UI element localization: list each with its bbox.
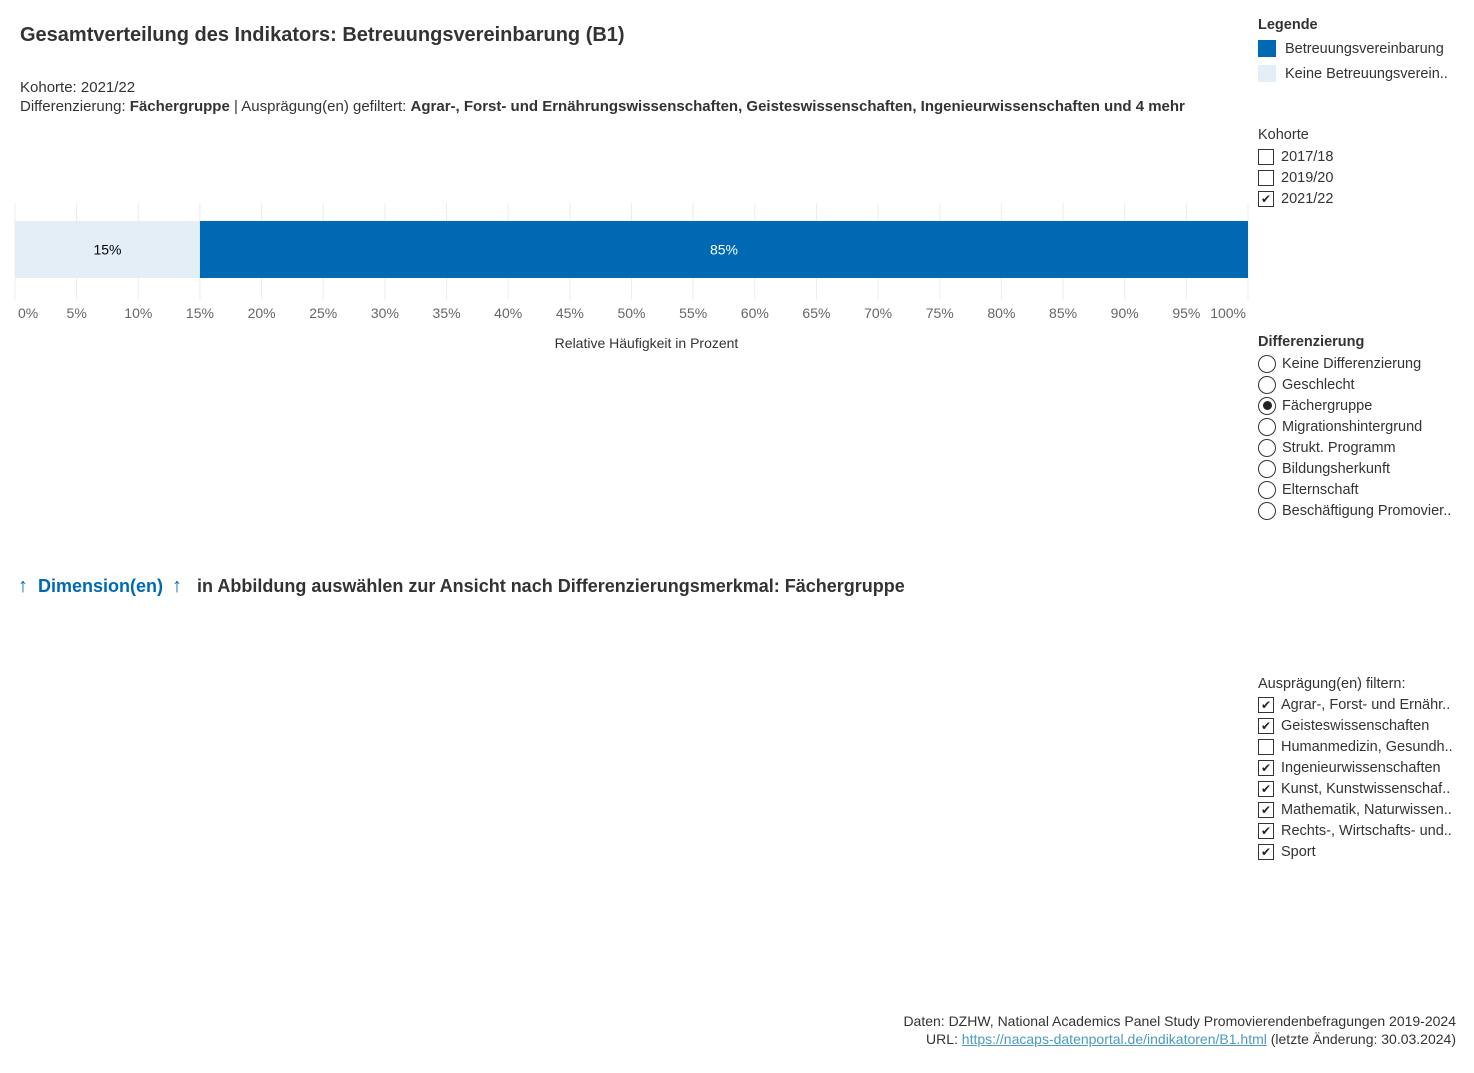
auspraegung-filter (1258, 676, 1453, 862)
chart-title: Gesamtverteilung des Indikators: Betreuungsvereinbarung (B1) (20, 24, 625, 46)
differenzierung-option-label: Elternschaft (1282, 481, 1359, 498)
differenzierung-filter (1258, 334, 1451, 521)
auspraegung-option-sport[interactable] (1258, 841, 1453, 862)
arrow-up-icon: ↑ (172, 575, 183, 597)
kohorte-line (20, 79, 135, 96)
kohorte-option-label: 2021/22 (1281, 190, 1334, 207)
source-text: Daten: DZHW, National Academics Panel Study Promovierendenbefragungen 2019-2024 (903, 1013, 1456, 1029)
legend-title: Legende (1258, 17, 1318, 33)
radio-icon[interactable] (1258, 481, 1276, 499)
auspraegung-option-humanmedizin-gesundh[interactable] (1258, 736, 1453, 757)
diff-separator: | (234, 98, 238, 115)
differenzierung-option-label: Beschäftigung Promovier.. (1282, 502, 1452, 519)
kohorte-option-label: 2019/20 (1281, 169, 1334, 186)
legend-label: Betreuungsvereinbarung (1285, 40, 1444, 57)
x-tick-label: 60% (740, 305, 769, 321)
x-tick-label: 100% (1210, 305, 1246, 321)
auspraegung-option-geisteswissenschaften[interactable] (1258, 715, 1453, 736)
checkbox-icon[interactable] (1258, 149, 1274, 165)
auspraegung-option-label: Rechts-, Wirtschafts- und.. (1281, 822, 1452, 839)
checkbox-checked-icon[interactable]: ✔ (1258, 191, 1274, 207)
last-updated: (letzte Änderung: 30.03.2024) (1270, 1031, 1456, 1047)
auspraegung-option-label: Ingenieurwissenschaften (1281, 759, 1441, 776)
kohorte-filter (1258, 127, 1333, 209)
radio-icon[interactable] (1258, 439, 1276, 457)
differenzierung-option-strukt-programm[interactable] (1258, 437, 1451, 458)
source-footer (903, 1012, 1456, 1048)
auspraegung-option-kunst-kunstwissenschaf[interactable] (1258, 778, 1453, 799)
x-tick-label: 80% (987, 305, 1016, 321)
filter-label: Ausprägung(en) gefiltert: (241, 98, 407, 115)
checkbox-checked-icon[interactable]: ✔ (1258, 718, 1274, 734)
auspraegung-option-label: Sport (1281, 843, 1316, 860)
dimension-link[interactable]: Dimension(en) (38, 576, 164, 596)
legend (1258, 17, 1448, 86)
legend-label: Keine Betreuungsverein.. (1285, 65, 1448, 82)
differenzierung-title: Differenzierung (1258, 334, 1365, 350)
filter-value: Agrar-, Forst- und Ernährungswissenschaften, Geisteswissenschaften, Ingenieurwissenschaften und 4 mehr (410, 98, 1185, 115)
differenzierung-line (20, 97, 1245, 116)
data-label: 15% (93, 241, 122, 258)
checkbox-icon[interactable] (1258, 170, 1274, 186)
differenzierung-option-label: Geschlecht (1282, 376, 1355, 393)
differenzierung-option-label: Bildungsherkunft (1282, 460, 1391, 477)
legend-swatch (1258, 40, 1276, 57)
x-tick-label: 85% (1049, 305, 1078, 321)
x-tick-label: 5% (66, 305, 87, 321)
kohorte-option-2019-20[interactable] (1258, 167, 1333, 188)
dimension-hint (18, 575, 905, 598)
differenzierung-option-keine-differenzierung[interactable] (1258, 353, 1451, 374)
kohorte-value: 2021/22 (80, 79, 136, 96)
auspraegung-option-rechts-wirtschafts-und[interactable] (1258, 820, 1453, 841)
x-tick-label: 50% (617, 305, 646, 321)
kohorte-filter-title: Kohorte (1258, 127, 1309, 143)
radio-icon[interactable] (1258, 376, 1276, 394)
checkbox-checked-icon[interactable]: ✔ (1258, 802, 1274, 818)
x-axis-title: Relative Häufigkeit in Prozent (554, 335, 739, 351)
kohorte-option-2017-18[interactable] (1258, 146, 1333, 167)
differenzierung-option-elternschaft[interactable] (1258, 479, 1451, 500)
arrow-up-icon: ↑ (18, 575, 28, 597)
checkbox-icon[interactable] (1258, 739, 1274, 755)
diff-label: Differenzierung: (20, 98, 126, 115)
differenzierung-option-beschaftigung-promovier[interactable] (1258, 500, 1451, 521)
checkbox-checked-icon[interactable]: ✔ (1258, 823, 1274, 839)
kohorte-label: Kohorte: (20, 79, 77, 96)
kohorte-option-2021-22[interactable] (1258, 188, 1333, 209)
checkbox-checked-icon[interactable]: ✔ (1258, 697, 1274, 713)
radio-icon[interactable] (1258, 502, 1276, 520)
legend-swatch (1258, 65, 1276, 82)
data-label: 85% (709, 241, 738, 258)
differenzierung-option-geschlecht[interactable] (1258, 374, 1451, 395)
x-tick-label: 90% (1110, 305, 1139, 321)
x-tick-label: 75% (925, 305, 954, 321)
auspraegung-option-label: Agrar-, Forst- und Ernähr.. (1281, 696, 1451, 713)
x-tick-label: 45% (555, 305, 584, 321)
auspraegung-option-label: Humanmedizin, Gesundh.. (1281, 738, 1453, 755)
diff-value: Fächergruppe (129, 98, 230, 115)
checkbox-checked-icon[interactable]: ✔ (1258, 844, 1274, 860)
auspraegung-option-label: Mathematik, Naturwissen.. (1281, 801, 1452, 818)
auspraegung-option-agrar-forst-und-ernahr[interactable] (1258, 694, 1453, 715)
hint-text: in Abbildung auswählen zur Ansicht nach Differenzierungsmerkmal: Fächergruppe (197, 576, 905, 596)
x-tick-label: 20% (247, 305, 276, 321)
differenzierung-option-fachergruppe[interactable] (1258, 395, 1451, 416)
x-tick-label: 65% (802, 305, 831, 321)
differenzierung-option-label: Keine Differenzierung (1282, 355, 1422, 372)
legend-item-keine-betreuungsvereinbarung[interactable] (1258, 61, 1448, 86)
checkbox-checked-icon[interactable]: ✔ (1258, 781, 1274, 797)
differenzierung-option-label: Fächergruppe (1282, 397, 1373, 414)
auspraegung-filter-title: Ausprägung(en) filtern: (1258, 676, 1406, 692)
x-tick-label: 30% (370, 305, 399, 321)
auspraegung-option-mathematik-naturwissen[interactable] (1258, 799, 1453, 820)
x-tick-label: 0% (18, 305, 39, 321)
checkbox-checked-icon[interactable]: ✔ (1258, 760, 1274, 776)
x-tick-label: 15% (185, 305, 214, 321)
differenzierung-option-bildungsherkunft[interactable] (1258, 458, 1451, 479)
radio-icon[interactable] (1258, 460, 1276, 478)
auspraegung-option-ingenieurwissenschaften[interactable] (1258, 757, 1453, 778)
x-tick-label: 70% (864, 305, 893, 321)
differenzierung-option-label: Strukt. Programm (1282, 439, 1396, 456)
kohorte-option-label: 2017/18 (1281, 148, 1334, 165)
x-tick-label: 35% (432, 305, 461, 321)
legend-item-betreuungsvereinbarung[interactable] (1258, 36, 1448, 61)
auspraegung-option-label: Kunst, Kunstwissenschaf.. (1281, 780, 1451, 797)
url-label: URL: (925, 1031, 958, 1047)
x-tick-label: 25% (309, 305, 338, 321)
source-url-link[interactable]: https://nacaps-datenportal.de/indikatoren/B1.html (961, 1031, 1267, 1047)
stacked-bar-chart (0, 195, 1260, 360)
differenzierung-option-migrationshintergrund[interactable] (1258, 416, 1451, 437)
radio-icon[interactable] (1258, 418, 1276, 436)
x-tick-label: 40% (494, 305, 523, 321)
auspraegung-option-label: Geisteswissenschaften (1281, 717, 1430, 734)
radio-icon[interactable] (1258, 355, 1276, 373)
radio-selected-icon[interactable] (1258, 397, 1276, 415)
differenzierung-option-label: Migrationshintergrund (1282, 418, 1423, 435)
x-tick-label: 95% (1172, 305, 1201, 321)
x-tick-label: 10% (124, 305, 153, 321)
x-tick-label: 55% (679, 305, 708, 321)
